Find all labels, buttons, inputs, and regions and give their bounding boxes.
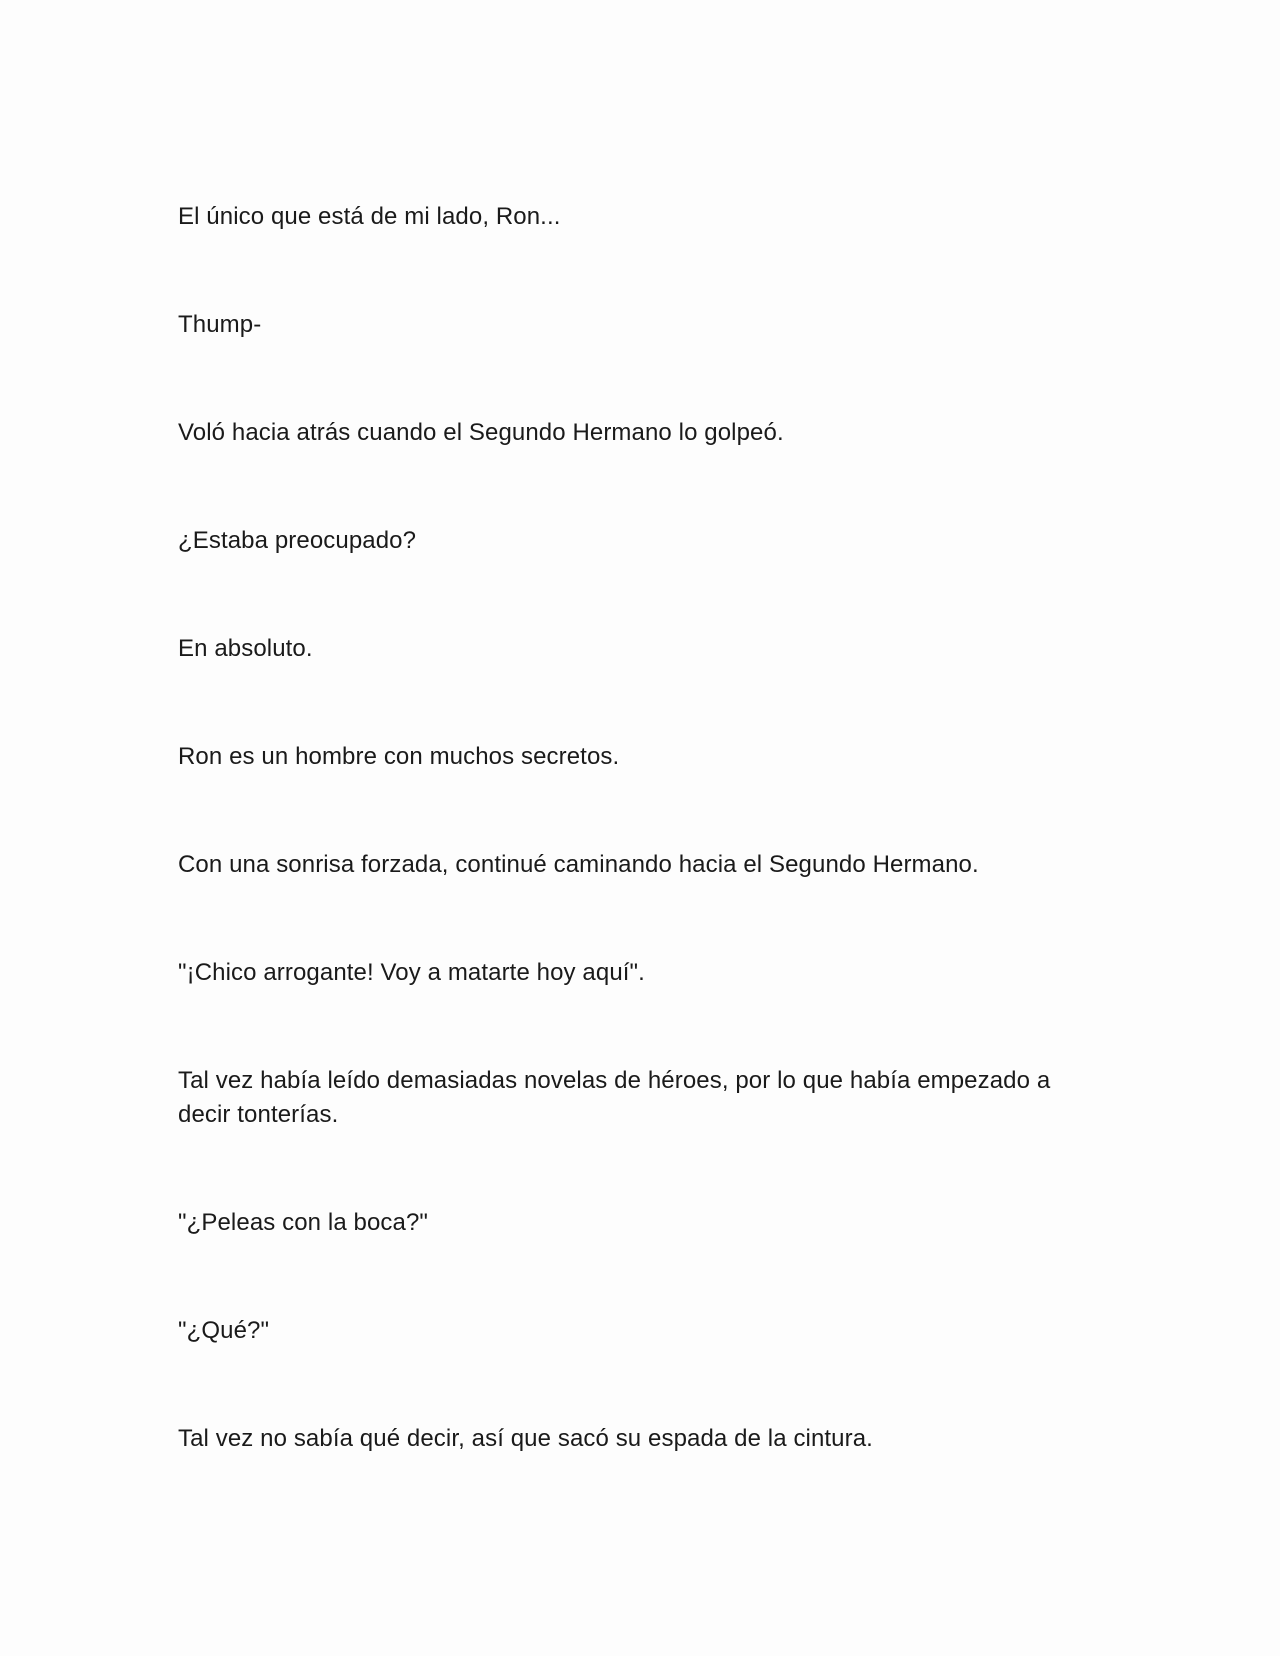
paragraph-2: Thump- xyxy=(178,311,262,338)
paragraph-11: "¿Qué?" xyxy=(178,1317,270,1344)
paragraph-1: El único que está de mi lado, Ron... xyxy=(178,203,561,230)
paragraph-4: ¿Estaba preocupado? xyxy=(178,527,417,554)
paragraph-3: Voló hacia atrás cuando el Segundo Hermano lo golpeó. xyxy=(178,419,784,446)
paragraph-7: Con una sonrisa forzada, continué caminando hacia el Segundo Hermano. xyxy=(178,851,979,878)
paragraph-6: Ron es un hombre con muchos secretos. xyxy=(178,743,620,770)
paragraph-12: Tal vez no sabía qué decir, así que sacó su espada de la cintura. xyxy=(178,1425,873,1452)
paragraph-10: "¿Peleas con la boca?" xyxy=(178,1209,429,1236)
paragraph-9: Tal vez había leído demasiadas novelas de héroes, por lo que había empezado a decir tonterías. xyxy=(178,1067,1051,1128)
paragraph-8: "¡Chico arrogante! Voy a matarte hoy aquí". xyxy=(178,959,645,986)
paragraph-5: En absoluto. xyxy=(178,635,313,662)
